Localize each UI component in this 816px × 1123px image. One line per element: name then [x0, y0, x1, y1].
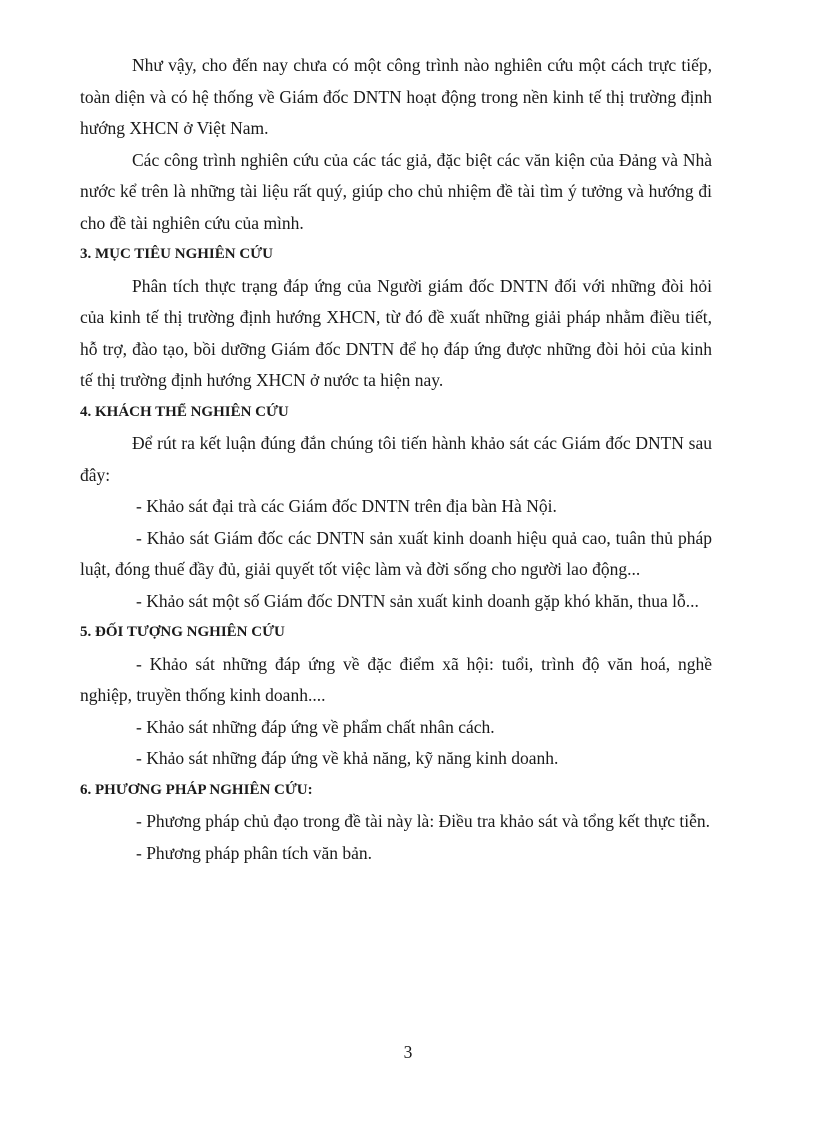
section-4-item-3: - Khảo sát một số Giám đốc DNTN sản xuất kinh doanh gặp khó khăn, thua lỗ...	[136, 590, 699, 611]
page-number: 3	[403, 1042, 413, 1062]
section-5-item-3: - Khảo sát những đáp ứng về khả năng, kỹ năng kinh doanh.	[136, 748, 559, 768]
section-6-item-2: - Phương pháp phân tích văn bản.	[136, 842, 372, 863]
section-3-heading: 3. MỤC TIÊU NGHIÊN CỨU	[80, 246, 273, 262]
intro-paragraph-2: Các công trình nghiên cứu của các tác giả, đặc biệt các văn kiện của Đảng và Nhà nước kể trên là những tài liệu rất quý, giúp cho chủ nhiệm đề tài tìm ý tưởng và hướng đi cho đề tài nghiên cứu của mình.	[80, 149, 712, 233]
section-5-item-2: - Khảo sát những đáp ứng về phẩm chất nhân cách.	[136, 716, 495, 737]
page-body	[80, 50, 712, 869]
section-6-item-1: - Phương pháp chủ đạo trong đề tài này là: Điều tra khảo sát và tổng kết thực tiễn.	[136, 811, 710, 831]
intro-paragraph-1: Như vậy, cho đến nay chưa có một công trình nào nghiên cứu một cách trực tiếp, toàn diện và có hệ thống về Giám đốc DNTN hoạt động trong nền kinh tế thị trường định hướng XHCN ở Việt Nam.	[80, 55, 712, 138]
section-4-paragraph: Để rút ra kết luận đúng đắn chúng tôi tiến hành khảo sát các Giám đốc DNTN sau đây:	[80, 433, 712, 485]
section-5-heading: 5. ĐỐI TƯỢNG NGHIÊN CỨU	[80, 624, 285, 640]
section-5-item-1: - Khảo sát những đáp ứng về đặc điểm xã hội: tuổi, trình độ văn hoá, nghề nghiệp, truyền thống kinh doanh....	[80, 653, 712, 705]
section-3-paragraph: Phân tích thực trạng đáp ứng của Người giám đốc DNTN đối với những đòi hỏi của kinh tế thị trường định hướng XHCN, từ đó đề xuất những giải pháp nhằm điều tiết, hỗ trợ, đào tạo, bồi dưỡng Giám đốc DNTN để họ đáp ứng được những đòi hỏi của kinh tế thị trường định hướng XHCN ở nước ta hiện nay.	[80, 275, 712, 390]
section-4-item-2: - Khảo sát Giám đốc các DNTN sản xuất kinh doanh hiệu quả cao, tuân thủ pháp luật, đóng thuế đầy đủ, giải quyết tốt việc làm và đời sống cho người lao động...	[80, 527, 712, 579]
section-4-item-1: - Khảo sát đại trà các Giám đốc DNTN trên địa bàn Hà Nội.	[136, 496, 557, 516]
section-6-heading: 6. PHƯƠNG PHÁP NGHIÊN CỨU:	[80, 781, 313, 798]
section-4-heading: 4. KHÁCH THỂ NGHIÊN CỨU	[80, 403, 289, 420]
